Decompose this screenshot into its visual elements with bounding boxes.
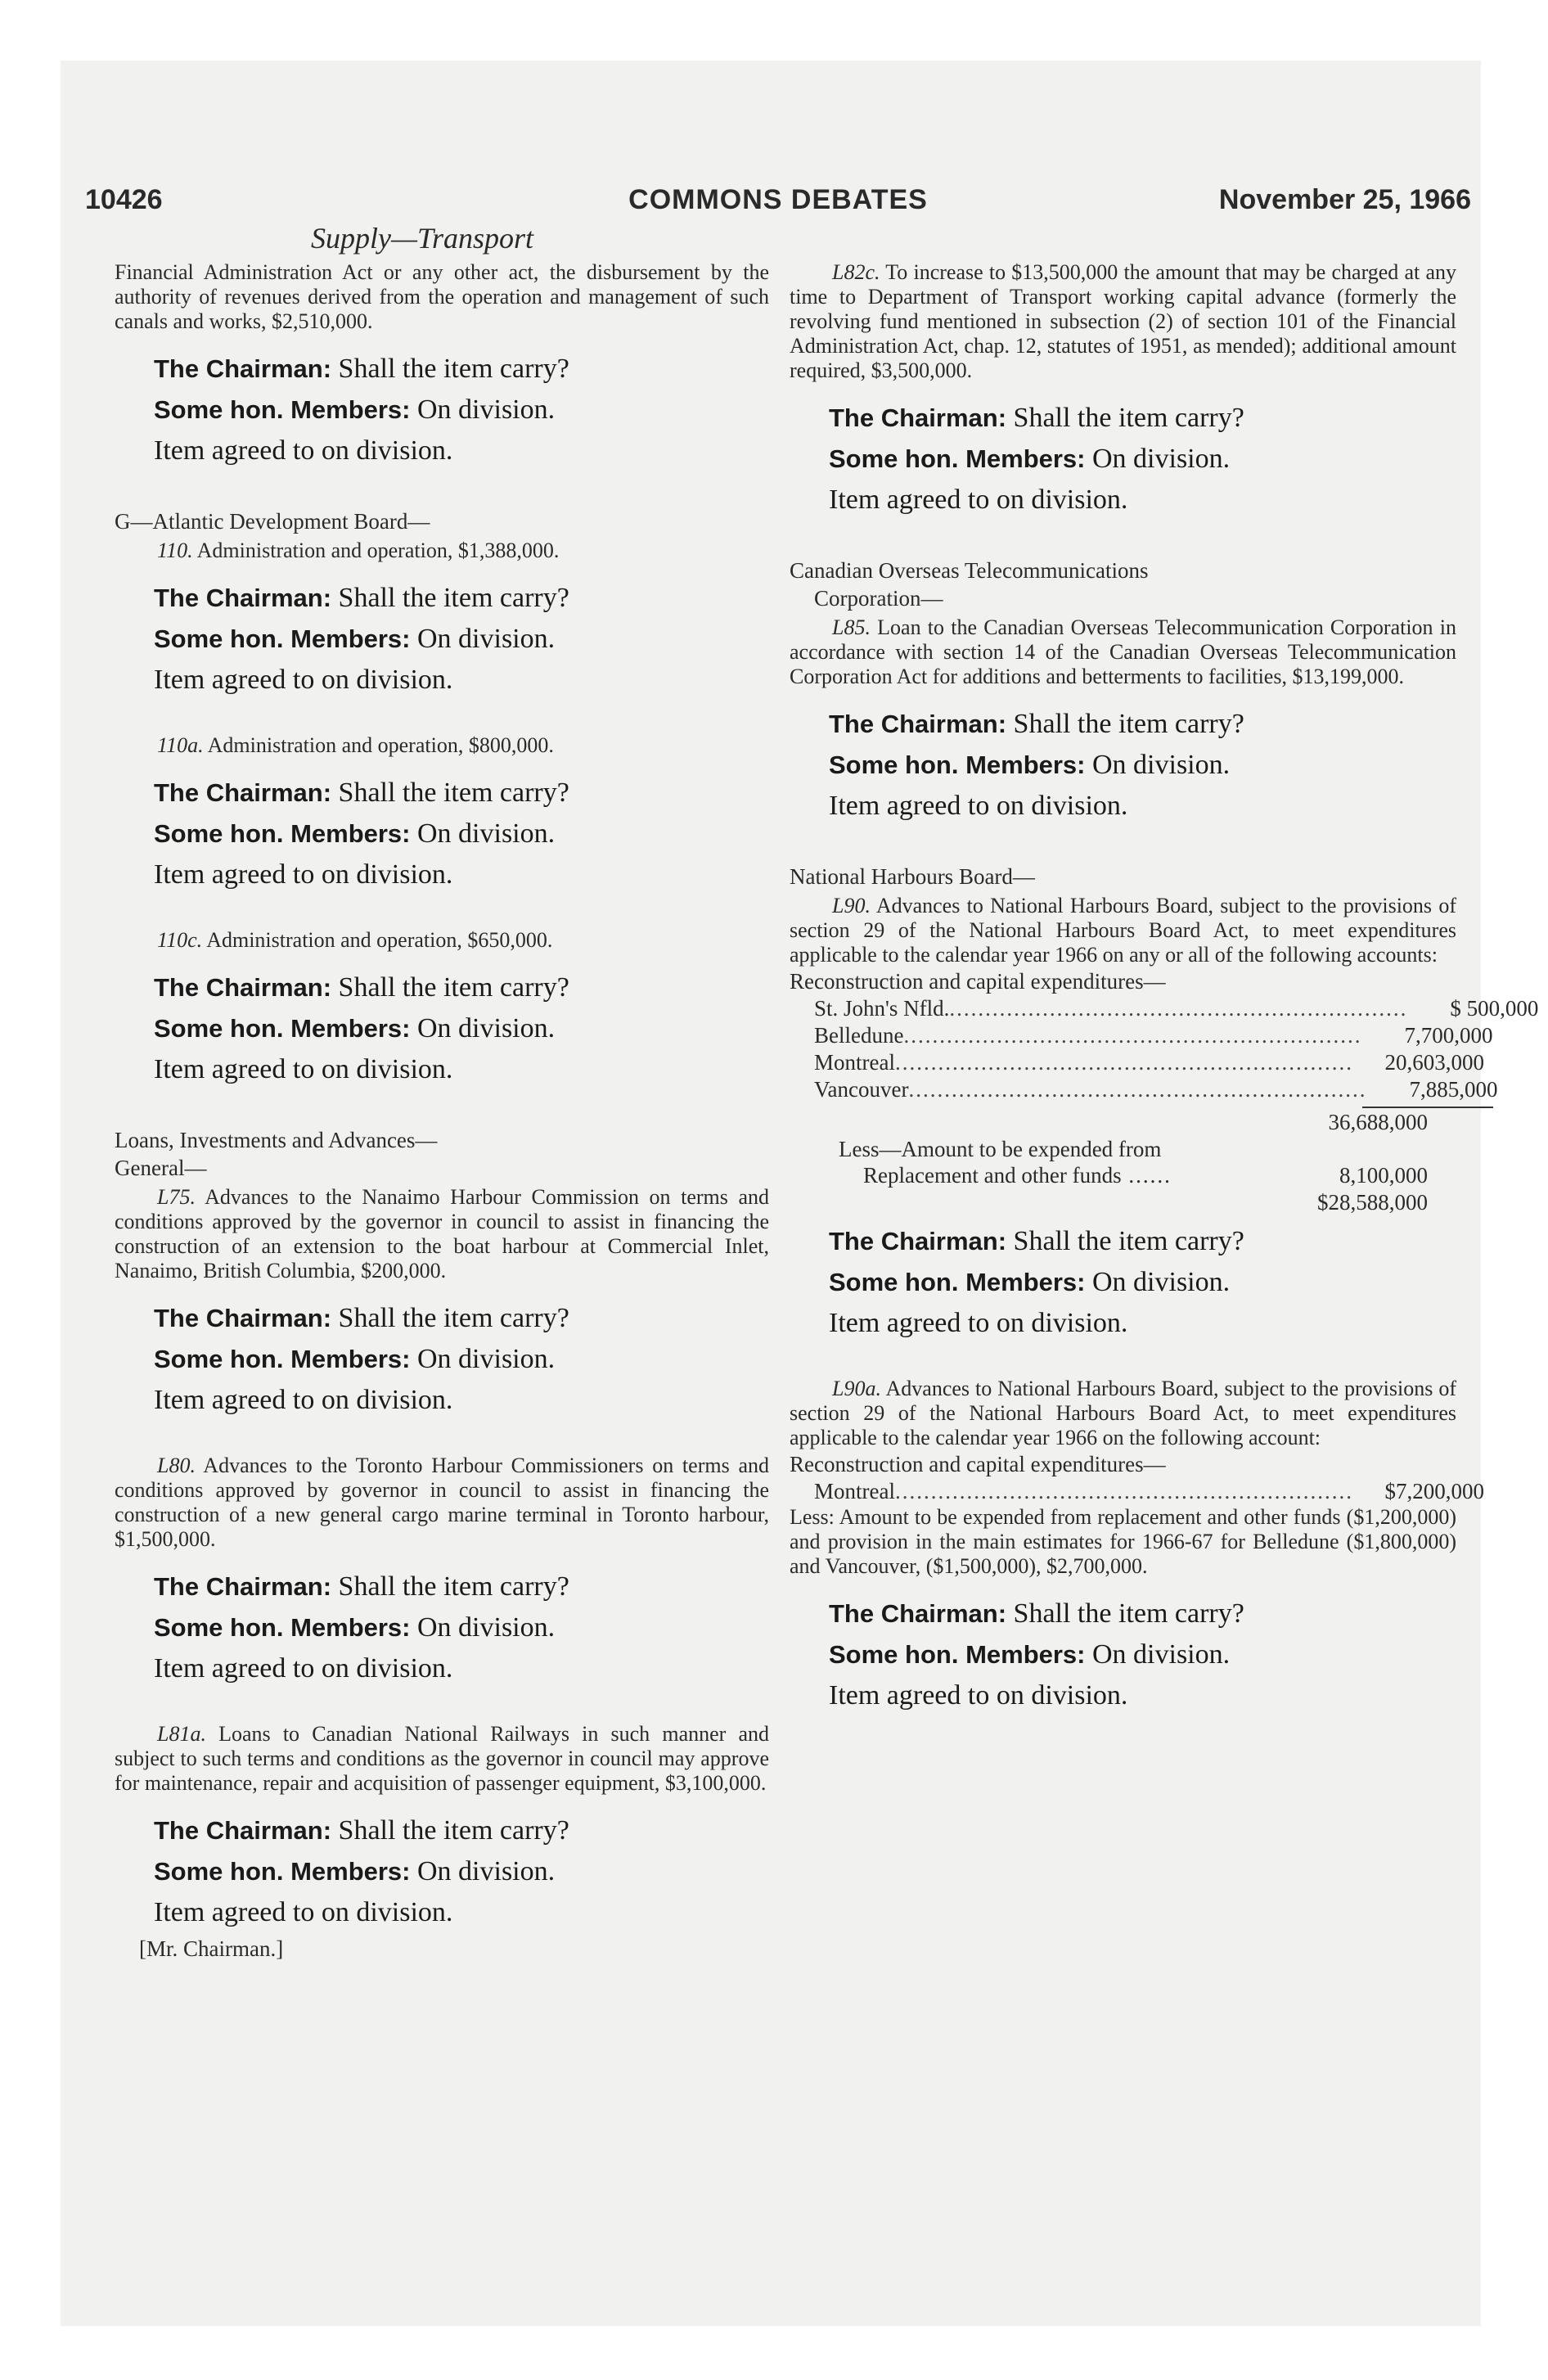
accounts-list — [790, 995, 1539, 1103]
agreed-line: Item agreed to on division. — [154, 1897, 453, 1927]
agreed-line: Item agreed to on division. — [829, 791, 1128, 821]
agreed-line: Item agreed to on division. — [829, 1680, 1128, 1711]
item-l90: L90. Advances to National Harbours Board, subject to the provisions of section 29 of the National Harbours Board Act, to meet expenditures applicable to the calendar year 1966 on any or all of the following accounts: — [790, 894, 1456, 967]
net-total-value: $28,588,000 — [1317, 1190, 1428, 1215]
chairman-line: The Chairman: Shall the item carry? — [154, 1303, 569, 1333]
chairman-line: The Chairman: Shall the item carry? — [154, 972, 569, 1003]
left-column — [115, 260, 769, 1963]
account-row: Vancouver ................................................................ 7,885,000 — [814, 1077, 1498, 1102]
agreed-line: Item agreed to on division. — [829, 1308, 1128, 1338]
item-l75: L75. Advances to the Nanaimo Harbour Commission on terms and conditions approved by the governor in council to assist in financing the construction of an extension to the boat harbour at Commercial Inlet, Nanaimo, British Columbia, $200,000. — [115, 1185, 769, 1282]
agreed-line: Item agreed to on division. — [154, 435, 453, 466]
loans-heading-line-1: Loans, Investments and Advances— — [115, 1128, 438, 1152]
agreed-line: Item agreed to on division. — [829, 485, 1128, 515]
members-line: Some hon. Members: On division. — [829, 1639, 1231, 1670]
publication-date: November 25, 1966 — [1218, 184, 1471, 215]
cotc-heading-line-2: Corporation— — [814, 586, 943, 611]
reconstruction-label-2: Reconstruction and capital expenditures— — [790, 1452, 1166, 1476]
nhb-heading: National Harbours Board— — [790, 864, 1035, 889]
atlantic-heading: G—Atlantic Development Board— — [115, 509, 430, 534]
right-column — [790, 260, 1539, 1716]
section-subheading: Supply—Transport — [311, 222, 534, 255]
members-line: Some hon. Members: On division. — [154, 1344, 556, 1374]
item-l90a: L90a. Advances to National Harbours Board, subject to the provisions of section 29 of the National Harbours Board Act, to meet expenditures applicable to the calendar year 1966 on the following account: — [790, 1377, 1456, 1449]
account-row: Montreal ................................................................ 20,603,000 — [814, 1050, 1484, 1075]
agreed-line: Item agreed to on division. — [154, 1054, 453, 1084]
speaker-label: The Chairman: — [154, 354, 332, 383]
members-line: Some hon. Members: On division. — [829, 1267, 1231, 1297]
item-l85: L85. Loan to the Canadian Overseas Telecommunication Corporation in accordance with section 14 of the Canadian Overseas Telecommunication Corporation Act for additions and betterments to facilities, $13,199,000. — [790, 615, 1456, 688]
chairman-line: The Chairman: Shall the item carry? — [829, 709, 1244, 739]
chairman-line: The Chairman: Shall the item carry? — [154, 778, 569, 808]
loans-heading — [115, 1126, 769, 1182]
members-line: Some hon. Members: On division. — [154, 818, 556, 849]
publication-title: COMMONS DEBATES — [628, 184, 928, 215]
chairman-line: The Chairman: Shall the item carry? — [154, 1815, 569, 1846]
agreed-line: Item agreed to on division. — [154, 859, 453, 890]
chairman-line — [115, 349, 769, 390]
page-number: 10426 — [85, 184, 163, 215]
intro-paragraph: Financial Administration Act or any other act, the disbursement by the authority of revenues derived from the operation and management of such canals and works, $2,510,000. — [115, 260, 769, 333]
reconstruction-label: Reconstruction and capital expenditures— — [790, 969, 1166, 994]
agreed-line: Item agreed to on division. — [154, 1653, 453, 1684]
item-l82c: L82c. To increase to $13,500,000 the amount that may be charged at any time to Department of Transport working capital advance (formerly the revolving fund mentioned in subsection (2) of section 101 of the Financial Administration Act, chap. 12, statutes of 1951, as mended); additional amount required, $3,500,000. — [790, 260, 1457, 382]
page-header — [85, 184, 1471, 225]
chairman-question: Shall the item carry? — [338, 354, 569, 384]
chairman-line: The Chairman: Shall the item carry? — [154, 583, 569, 613]
account-row: Belledune ................................................................ 7,700,000 — [814, 1023, 1493, 1048]
chairman-line: The Chairman: Shall the item carry? — [829, 1598, 1244, 1629]
item-l81a: L81a. Loans to Canadian National Railways in such manner and subject to such terms and conditions as the governor in council may approve for maintenance, repair and acquisition of passenger equipment, $3,100,000. — [115, 1722, 769, 1795]
agreed-line: Item agreed to on division. — [154, 1385, 453, 1415]
agreed-line: Item agreed to on division. — [154, 665, 453, 695]
item-l80: L80. Advances to the Toronto Harbour Commissioners on terms and conditions approved by governor in council to assist in financing the construction of a new general cargo marine terminal in Toronto harbour, $1,500,000. — [115, 1454, 769, 1551]
loans-heading-line-2: General— — [115, 1156, 207, 1180]
cotc-heading-line-1: Canadian Overseas Telecommunications — [790, 558, 1149, 583]
members-response: On division. — [417, 394, 556, 425]
chairman-line: The Chairman: Shall the item carry? — [154, 1571, 569, 1602]
item-110c: 110c. Administration and operation, $650,000. — [157, 928, 553, 952]
members-line: Some hon. Members: On division. — [154, 1856, 556, 1886]
item-110: 110. Administration and operation, $1,388,000. — [157, 539, 560, 562]
chairman-line: The Chairman: Shall the item carry? — [829, 403, 1244, 433]
members-line — [115, 390, 769, 430]
members-line: Some hon. Members: On division. — [829, 444, 1231, 474]
item-110a: 110a. Administration and operation, $800,000. — [157, 733, 554, 757]
less-paragraph: Less: Amount to be expended from replacement and other funds ($1,200,000) and provision in the main estimates for 1966-67 for Belledune ($1,800,000) and Vancouver, ($1,500,000), $2,700,000. — [790, 1505, 1456, 1578]
cotc-heading — [790, 557, 1456, 612]
account-row: St. John's Nfld. ................................................................ $ 500,000 — [814, 996, 1539, 1021]
members-line: Some hon. Members: On division. — [154, 624, 556, 654]
members-line: Some hon. Members: On division. — [154, 1612, 556, 1643]
members-line: Some hon. Members: On division. — [829, 750, 1231, 780]
members-line: Some hon. Members: On division. — [154, 1013, 556, 1044]
less-line-2: Replacement and other funds ...... 8,100,000 — [863, 1163, 1428, 1188]
subtotal-value: 36,688,000 — [1328, 1110, 1428, 1134]
chairman-line: The Chairman: Shall the item carry? — [829, 1226, 1244, 1256]
montreal-row: Montreal ................................................................ $7,200,000 — [814, 1479, 1484, 1503]
speaker-footnote: [Mr. Chairman.] — [139, 1936, 284, 1961]
speaker-label: Some hon. Members: — [154, 395, 411, 424]
less-line-1: Less—Amount to be expended from — [839, 1137, 1162, 1161]
